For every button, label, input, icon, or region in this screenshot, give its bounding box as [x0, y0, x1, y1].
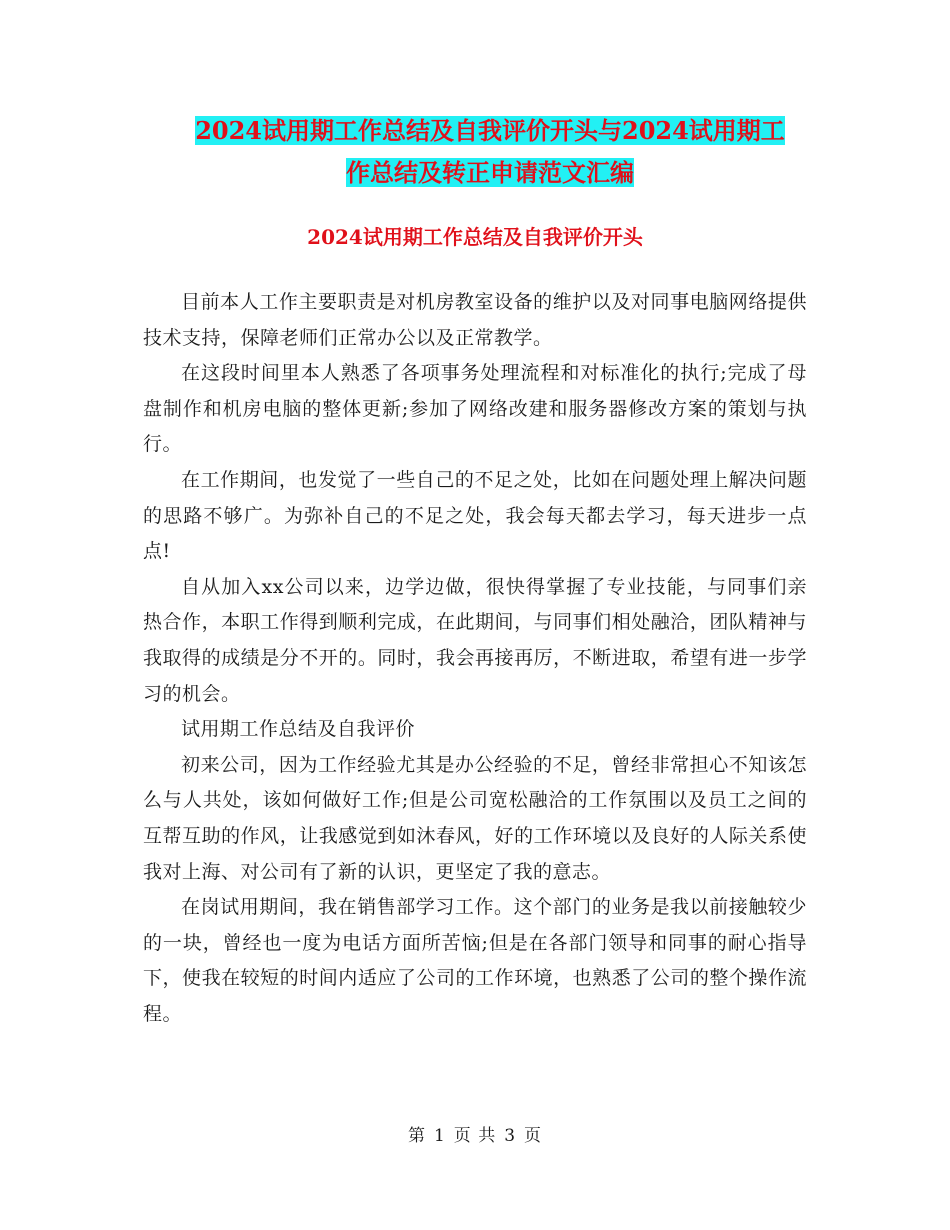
footer-middle: 页 共 [453, 1126, 497, 1146]
paragraph: 在工作期间，也发觉了一些自己的不足之处，比如在问题处理上解决问题的思路不够广。为弥补自己的不足之处，我会每天都去学习，每天进步一点点! [143, 468, 807, 563]
footer-page-number: 1 [433, 1126, 446, 1146]
footer-total-pages: 3 [504, 1126, 517, 1146]
page-footer [0, 1124, 950, 1148]
section-heading: 2024试用期工作总结及自我评价开头 [307, 225, 643, 249]
paragraph: 初来公司，因为工作经验尤其是办公经验的不足，曾经非常担心不知该怎么与人共处，该如何做好工作;但是公司宽松融洽的工作氛围以及员工之间的互帮互助的作风，让我感觉到如沐春风，好的工作环境以及良好的人际关系使我对上海、对公司有了新的认识，更坚定了我的意志。 [143, 753, 807, 883]
footer-suffix: 页 [524, 1126, 543, 1146]
subheading-paragraph: 试用期工作总结及自我评价 [181, 718, 416, 741]
paragraph: 在这段时间里本人熟悉了各项事务处理流程和对标准化的执行;完成了母盘制作和机房电脑的整体更新;参加了网络改建和服务器修改方案的策划与执行。 [143, 362, 807, 456]
document-title-line-2: 作总结及转正申请范文汇编 [346, 158, 634, 187]
paragraph: 自从加入xx公司以来，边学边做，很快得掌握了专业技能，与同事们亲热合作，本职工作得到顺利完成，在此期间，与同事们相处融洽，团队精神与我取得的成绩是分不开的。同时，我会再接再厉，不断进取，希望有进一步学习的机会。 [143, 575, 807, 705]
paragraph: 目前本人工作主要职责是对机房教室设备的维护以及对同事电脑网络提供技术支持，保障老师们正常办公以及正常教学。 [143, 291, 807, 349]
document-title-line-1: 2024试用期工作总结及自我评价开头与2024试用期工 [195, 116, 785, 145]
footer-prefix: 第 [407, 1126, 426, 1146]
paragraph: 在岗试用期间，我在销售部学习工作。这个部门的业务是我以前接触较少的一块，曾经也一度为电话方面所苦恼;但是在各部门领导和同事的耐心指导下，使我在较短的时间内适应了公司的工作环境，也熟悉了公司的整个操作流程。 [143, 896, 807, 1025]
document-title [140, 110, 840, 194]
body-text [143, 285, 807, 1032]
